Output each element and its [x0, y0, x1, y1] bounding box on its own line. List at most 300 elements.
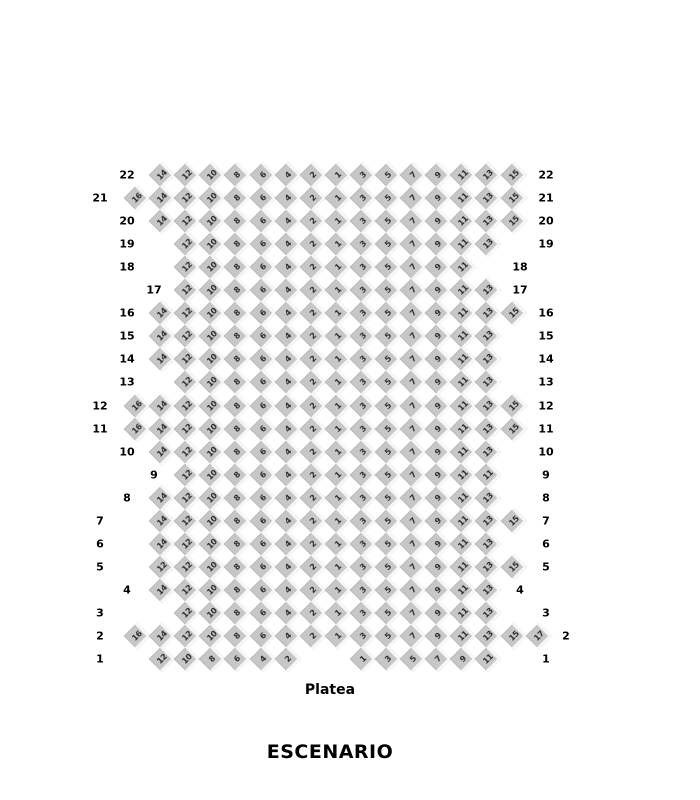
seat-number: 6 — [257, 169, 268, 180]
seat-row16-15[interactable] — [500, 300, 527, 327]
seat-number: 6 — [257, 307, 268, 318]
seat-number: 6 — [257, 354, 268, 365]
row-label-left-10: 10 — [119, 445, 135, 459]
seat-number: 14 — [154, 329, 169, 343]
seat-number: 13 — [481, 329, 495, 343]
seat-number: 9 — [432, 630, 443, 641]
seat-row1-1[interactable] — [349, 646, 376, 673]
seat-number: 2 — [307, 307, 318, 318]
seat-number: 5 — [382, 307, 393, 318]
seat-row1-10[interactable] — [174, 646, 201, 673]
seat-number: 9 — [432, 307, 443, 318]
seat-number: 12 — [180, 628, 194, 643]
seat-number: 9 — [432, 492, 443, 503]
seat-row2-2[interactable] — [299, 623, 326, 650]
seat-number: 7 — [407, 354, 418, 365]
seat-number: 3 — [357, 169, 368, 180]
seat-number: 11 — [456, 237, 470, 251]
seat-row1-6[interactable] — [224, 646, 251, 673]
seat-number: 6 — [257, 284, 268, 295]
seat-row12-8[interactable] — [224, 392, 251, 419]
seat-number: 11 — [456, 213, 470, 228]
seat-number: 6 — [257, 561, 268, 572]
row-label-left-16: 16 — [119, 306, 135, 320]
seat-number: 12 — [180, 421, 194, 435]
seat-number: 2 — [307, 284, 318, 295]
seat-number: 6 — [257, 400, 268, 411]
seat-number: 1 — [332, 307, 343, 318]
row-label-right-7: 7 — [542, 514, 550, 528]
seat-number: 5 — [407, 653, 418, 664]
seat-number: 11 — [456, 306, 470, 320]
seat-number: 6 — [257, 215, 268, 226]
seat-row4-14[interactable] — [149, 576, 176, 603]
row-label-left-17: 17 — [146, 283, 162, 297]
seat-number: 4 — [282, 307, 293, 318]
seat-number: 5 — [382, 192, 393, 203]
seat-number: 16 — [129, 398, 144, 412]
seat-number: 8 — [232, 561, 243, 572]
seat-row1-2[interactable] — [274, 646, 301, 673]
seat-row10-14[interactable] — [149, 438, 176, 465]
row-label-right-21: 21 — [538, 191, 554, 205]
seat-number: 6 — [257, 515, 268, 526]
seat-number: 10 — [205, 398, 219, 412]
seat-number: 11 — [456, 628, 470, 643]
seat-number: 15 — [506, 306, 520, 320]
seat-number: 8 — [232, 492, 243, 503]
seat-number: 12 — [180, 536, 194, 551]
seat-number: 2 — [307, 377, 318, 388]
seat-number: 8 — [232, 331, 243, 341]
seat-number: 7 — [407, 446, 418, 457]
seat-number: 3 — [357, 284, 368, 295]
row-label-right-5: 5 — [542, 560, 550, 574]
seat-number: 2 — [307, 261, 318, 272]
row-label-left-6: 6 — [96, 537, 104, 551]
seat-number: 11 — [456, 490, 470, 505]
seat-number: 11 — [456, 421, 470, 435]
seat-number: 13 — [481, 536, 495, 551]
seat-number: 8 — [232, 584, 243, 595]
seat-row12-13[interactable] — [475, 392, 502, 419]
seat-number: 5 — [382, 561, 393, 572]
seat-number: 10 — [205, 467, 219, 482]
seat-number: 7 — [432, 653, 443, 664]
seat-number: 4 — [282, 192, 293, 203]
seat-number: 12 — [180, 190, 194, 205]
seat-number: 6 — [257, 377, 268, 388]
seat-number: 8 — [232, 446, 243, 457]
seat-number: 5 — [382, 284, 393, 295]
seat-number: 3 — [357, 607, 368, 618]
seat-row19-13[interactable] — [475, 231, 502, 258]
seat-number: 11 — [456, 559, 470, 574]
seat-number: 13 — [481, 213, 495, 228]
row-label-left-3: 3 — [96, 606, 104, 620]
seat-number: 8 — [232, 192, 243, 203]
row-label-left-18: 18 — [119, 260, 135, 274]
seat-row13-13[interactable] — [475, 369, 502, 396]
seat-number: 3 — [357, 584, 368, 595]
seat-number: 13 — [481, 283, 495, 297]
seat-number: 2 — [307, 515, 318, 526]
seat-number: 3 — [357, 307, 368, 318]
seat-row1-3[interactable] — [375, 646, 402, 673]
seat-number: 8 — [232, 400, 243, 411]
seat-number: 2 — [307, 469, 318, 480]
seat-number: 3 — [357, 192, 368, 203]
seat-number: 13 — [481, 559, 495, 574]
seat-row11-8[interactable] — [224, 415, 251, 442]
seat-number: 9 — [432, 538, 443, 549]
seat-number: 14 — [154, 628, 169, 643]
seat-row11-16[interactable] — [124, 415, 151, 442]
seat-number: 8 — [232, 238, 243, 249]
seat-row13-11[interactable] — [450, 369, 477, 396]
seat-row1-5[interactable] — [400, 646, 427, 673]
seat-number: 8 — [232, 169, 243, 180]
seat-number: 5 — [382, 538, 393, 549]
row-label-right-13: 13 — [538, 375, 554, 389]
seat-number: 1 — [332, 400, 343, 411]
seat-number: 4 — [282, 377, 293, 388]
row-label-left-14: 14 — [119, 352, 135, 366]
row-label-right-14: 14 — [538, 352, 554, 366]
row-label-right-20: 20 — [538, 214, 554, 228]
seat-number: 8 — [232, 469, 243, 480]
seat-number: 14 — [154, 167, 169, 182]
seat-number: 5 — [382, 446, 393, 457]
seat-number: 3 — [382, 653, 393, 664]
row-label-right-6: 6 — [542, 537, 550, 551]
seat-number: 13 — [481, 375, 495, 389]
seat-row1-8[interactable] — [199, 646, 226, 673]
seat-number: 9 — [432, 584, 443, 595]
seat-number: 8 — [232, 515, 243, 526]
seat-number: 2 — [307, 630, 318, 641]
seat-number: 2 — [307, 169, 318, 180]
seat-number: 6 — [257, 446, 268, 457]
seat-number: 11 — [456, 536, 470, 551]
seat-number: 5 — [382, 215, 393, 226]
seat-number: 13 — [481, 398, 495, 412]
seat-number: 10 — [205, 167, 219, 182]
seat-number: 15 — [506, 398, 520, 412]
seat-number: 7 — [407, 400, 418, 411]
seat-number: 14 — [154, 398, 169, 412]
row-label-left-9: 9 — [150, 468, 158, 482]
row-label-right-1: 1 — [542, 652, 550, 666]
seat-number: 4 — [282, 492, 293, 503]
seat-number: 9 — [457, 653, 468, 664]
seat-number: 2 — [282, 653, 293, 664]
seat-row20-15[interactable] — [500, 208, 527, 235]
row-label-right-22: 22 — [538, 168, 554, 182]
row-label-right-15: 15 — [538, 329, 554, 343]
seat-number: 14 — [154, 421, 169, 435]
seat-number: 2 — [307, 238, 318, 249]
seat-number: 8 — [232, 261, 243, 272]
seat-number: 3 — [357, 469, 368, 480]
seat-number: 5 — [382, 469, 393, 480]
seat-number: 6 — [257, 607, 268, 618]
seat-number: 7 — [407, 238, 418, 249]
seat-number: 6 — [257, 469, 268, 480]
seat-number: 4 — [282, 538, 293, 549]
seat-number: 14 — [154, 490, 169, 505]
seat-number: 1 — [332, 561, 343, 572]
seat-row21-16[interactable] — [124, 185, 151, 212]
seat-number: 12 — [180, 605, 194, 620]
seat-row1-9[interactable] — [450, 646, 477, 673]
seat-number: 6 — [257, 261, 268, 272]
seat-number: 7 — [407, 307, 418, 318]
row-label-left-19: 19 — [119, 237, 135, 251]
row-label-right-19: 19 — [538, 237, 554, 251]
row-label-right-4: 4 — [516, 583, 524, 597]
seat-number: 10 — [205, 513, 219, 528]
seat-number: 15 — [506, 213, 520, 228]
row-label-left-8: 8 — [123, 491, 131, 505]
seat-number: 5 — [382, 354, 393, 365]
seat-number: 1 — [332, 377, 343, 388]
seat-number: 13 — [481, 190, 495, 205]
seat-number: 2 — [307, 446, 318, 457]
seat-number: 8 — [232, 307, 243, 318]
seat-number: 2 — [307, 538, 318, 549]
seat-number: 3 — [357, 238, 368, 249]
seat-number: 1 — [332, 607, 343, 618]
seat-number: 14 — [154, 582, 169, 597]
seat-row11-13[interactable] — [475, 415, 502, 442]
seat-row2-1[interactable] — [324, 623, 351, 650]
row-label-left-1: 1 — [96, 652, 104, 666]
row-label-right-9: 9 — [542, 468, 550, 482]
seat-row1-4[interactable] — [249, 646, 276, 673]
seat-number: 10 — [205, 628, 219, 643]
seat-number: 13 — [481, 306, 495, 320]
seat-number: 8 — [232, 607, 243, 618]
seat-number: 3 — [357, 492, 368, 503]
seat-number: 1 — [332, 261, 343, 272]
seat-number: 14 — [154, 536, 169, 551]
seat-row14-14[interactable] — [149, 346, 176, 373]
seat-row7-15[interactable] — [500, 507, 527, 534]
seat-number: 10 — [205, 329, 219, 343]
seat-number: 1 — [332, 492, 343, 503]
seat-row5-15[interactable] — [500, 553, 527, 580]
seat-number: 10 — [205, 352, 219, 366]
seat-number: 7 — [407, 261, 418, 272]
seat-number: 12 — [154, 559, 169, 574]
seat-number: 3 — [357, 261, 368, 272]
seat-number: 8 — [232, 354, 243, 365]
seat-number: 7 — [407, 538, 418, 549]
seat-number: 5 — [382, 377, 393, 388]
seat-number: 1 — [357, 653, 368, 664]
seat-number: 12 — [180, 467, 194, 482]
row-label-right-12: 12 — [538, 399, 554, 412]
seat-number: 8 — [232, 423, 243, 434]
seat-number: 10 — [205, 190, 219, 205]
seat-number: 1 — [332, 423, 343, 434]
seat-number: 3 — [357, 400, 368, 411]
seat-number: 16 — [129, 421, 144, 435]
seat-row13-10[interactable] — [199, 369, 226, 396]
seat-number: 8 — [232, 215, 243, 226]
seat-row1-12[interactable] — [149, 646, 176, 673]
row-label-right-3: 3 — [542, 606, 550, 620]
seat-number: 12 — [180, 329, 194, 343]
seat-number: 10 — [205, 237, 219, 251]
seat-number: 11 — [456, 605, 470, 620]
seat-number: 12 — [180, 306, 194, 320]
seat-number: 9 — [432, 377, 443, 388]
seat-number: 6 — [257, 238, 268, 249]
seat-number: 9 — [432, 446, 443, 457]
seat-number: 11 — [456, 467, 470, 482]
seat-number: 1 — [332, 284, 343, 295]
seat-number: 12 — [180, 398, 194, 412]
seat-number: 10 — [205, 559, 219, 574]
seat-row11-15[interactable] — [500, 415, 527, 442]
seat-number: 17 — [531, 628, 546, 643]
row-label-left-15: 15 — [119, 329, 135, 343]
seat-row2-17[interactable] — [525, 623, 552, 650]
seat-number: 14 — [154, 190, 169, 205]
seat-number: 11 — [456, 444, 470, 459]
seat-number: 3 — [357, 354, 368, 365]
seat-number: 10 — [205, 421, 219, 435]
seat-number: 9 — [432, 192, 443, 203]
seat-number: 10 — [205, 375, 219, 389]
seat-number: 11 — [456, 398, 470, 412]
seat-number: 6 — [257, 423, 268, 434]
seat-number: 15 — [506, 628, 520, 643]
seat-number: 7 — [407, 215, 418, 226]
seat-number: 15 — [506, 190, 520, 205]
seat-number: 10 — [205, 444, 219, 459]
row-label-left-2: 2 — [96, 629, 104, 643]
seat-number: 4 — [282, 630, 293, 641]
seat-number: 9 — [432, 261, 443, 272]
seat-number: 11 — [456, 582, 470, 597]
seat-number: 10 — [205, 490, 219, 505]
seat-number: 4 — [282, 215, 293, 226]
seat-number: 2 — [307, 584, 318, 595]
seat-number: 11 — [456, 352, 470, 366]
seat-number: 2 — [307, 561, 318, 572]
seat-row20-14[interactable] — [149, 208, 176, 235]
seat-number: 9 — [432, 423, 443, 434]
seat-number: 9 — [432, 169, 443, 180]
seat-number: 2 — [307, 400, 318, 411]
seat-number: 2 — [307, 215, 318, 226]
seat-number: 5 — [382, 169, 393, 180]
seat-number: 11 — [456, 260, 470, 274]
seat-number: 16 — [129, 628, 144, 643]
seat-number: 7 — [407, 584, 418, 595]
seat-number: 10 — [205, 536, 219, 551]
seat-number: 4 — [257, 653, 268, 664]
seat-number: 13 — [481, 421, 495, 435]
seat-number: 7 — [407, 492, 418, 503]
row-label-left-5: 5 — [96, 560, 104, 574]
seat-number: 4 — [282, 261, 293, 272]
seat-number: 7 — [407, 423, 418, 434]
seat-number: 8 — [232, 630, 243, 641]
seat-number: 5 — [382, 400, 393, 411]
seat-number: 4 — [282, 284, 293, 295]
seat-number: 11 — [481, 467, 495, 482]
seat-number: 1 — [332, 192, 343, 203]
seat-number: 12 — [180, 260, 194, 274]
row-label-left-12: 12 — [92, 399, 108, 412]
seat-number: 1 — [332, 630, 343, 641]
seat-number: 5 — [382, 423, 393, 434]
seat-number: 15 — [506, 421, 520, 435]
seat-number: 4 — [282, 515, 293, 526]
seat-number: 4 — [282, 169, 293, 180]
seat-number: 6 — [257, 331, 268, 341]
seat-number: 14 — [154, 513, 169, 528]
seat-row2-15[interactable] — [500, 623, 527, 650]
seat-number: 3 — [357, 423, 368, 434]
row-label-left-21: 21 — [92, 191, 108, 205]
seat-number: 7 — [407, 630, 418, 641]
seat-number: 7 — [407, 284, 418, 295]
row-label-left-20: 20 — [119, 214, 135, 228]
seat-number: 4 — [282, 331, 293, 341]
seat-row1-11[interactable] — [475, 646, 502, 673]
seat-number: 10 — [205, 582, 219, 597]
seat-number: 3 — [357, 215, 368, 226]
seat-number: 9 — [432, 561, 443, 572]
row-label-left-11: 11 — [92, 422, 108, 436]
seat-number: 9 — [432, 469, 443, 480]
section-label: Platea — [304, 682, 356, 698]
seat-number: 1 — [332, 354, 343, 365]
seat-number: 9 — [432, 354, 443, 365]
seat-number: 3 — [357, 630, 368, 641]
seat-number: 12 — [180, 375, 194, 389]
seat-number: 4 — [282, 561, 293, 572]
seat-row13-8[interactable] — [224, 369, 251, 396]
seat-number: 11 — [456, 190, 470, 205]
seat-number: 11 — [456, 375, 470, 389]
seat-number: 13 — [481, 490, 495, 505]
seat-number: 1 — [332, 238, 343, 249]
seat-number: 4 — [282, 423, 293, 434]
seat-row2-16[interactable] — [124, 623, 151, 650]
seat-number: 1 — [332, 515, 343, 526]
seat-number: 11 — [456, 167, 470, 182]
seat-number: 15 — [506, 167, 520, 182]
seat-row1-7[interactable] — [425, 646, 452, 673]
seat-number: 7 — [407, 377, 418, 388]
seat-number: 4 — [282, 469, 293, 480]
seat-number: 12 — [180, 283, 194, 297]
seat-number: 6 — [232, 653, 243, 664]
seat-number: 2 — [307, 354, 318, 365]
seat-number: 16 — [129, 190, 144, 205]
row-label-left-4: 4 — [123, 583, 131, 597]
seat-number: 4 — [282, 400, 293, 411]
seat-number: 13 — [481, 582, 495, 597]
seat-number: 5 — [382, 492, 393, 503]
seat-number: 9 — [432, 238, 443, 249]
